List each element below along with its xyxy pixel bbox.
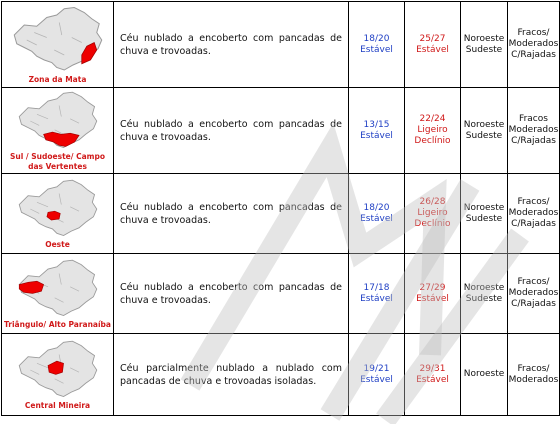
minas-gerais-map: [8, 90, 108, 152]
wind-intensity-line: C/Rajadas: [511, 50, 556, 60]
wind-direction-line: Noroeste: [463, 33, 505, 44]
max-temperature: 25/27: [419, 33, 446, 44]
max-temperature-trend: Estável: [416, 293, 449, 304]
minas-gerais-map: [8, 178, 108, 240]
region-map-cell: [2, 334, 114, 416]
max-temperature-cell: [405, 88, 461, 174]
max-temperature: 27/29: [419, 282, 446, 293]
region-name: Oeste: [45, 240, 70, 249]
wind-direction-cell: [461, 174, 508, 254]
max-temperature-trend: Ligeiro Declínio: [414, 125, 451, 146]
min-temperature-trend: Estável: [360, 44, 393, 55]
weather-description: Céu nublado a encoberto com pancadas de chuva e trovoadas.: [114, 174, 349, 254]
weather-description: Céu nublado a encoberto com pancadas de chuva e trovoadas.: [114, 88, 349, 174]
max-temperature-cell: [405, 254, 461, 334]
min-temperature-trend: Estável: [360, 213, 393, 224]
state-outline: [19, 180, 97, 235]
min-temperature: 13/15: [363, 119, 390, 130]
wind-intensity-line: Moderados: [508, 208, 559, 218]
min-temperature-trend: Estável: [360, 130, 393, 141]
wind-intensity-line: Fracos: [519, 114, 548, 124]
weather-description: Céu parcialmente nublado a nublado com pancadas de chuva e trovoadas isoladas.: [114, 334, 349, 416]
wind-direction-line: Noroeste: [463, 119, 505, 130]
forecast-row: [2, 88, 560, 174]
minas-gerais-map: [8, 5, 108, 75]
forecast-row: [2, 174, 560, 254]
min-temperature: 18/20: [363, 202, 390, 213]
max-temperature-cell: [405, 174, 461, 254]
region-name: Central Mineira: [24, 401, 91, 410]
wind-intensity-line: C/Rajadas: [511, 136, 556, 146]
wind-direction-cell: [461, 88, 508, 174]
wind-intensity-line: Fracos/: [517, 363, 550, 374]
min-temperature-cell: [349, 174, 405, 254]
max-temperature-trend: Estável: [416, 374, 449, 385]
max-temperature: 29/31: [419, 363, 446, 374]
region-name: Triângulo/ Alto Paranaíba: [4, 320, 111, 329]
wind-direction-line: Noroeste: [463, 202, 505, 213]
region-map-cell: [2, 254, 114, 334]
max-temperature: 22/24: [419, 114, 446, 124]
max-temperature-cell: [405, 334, 461, 416]
min-temperature-cell: [349, 88, 405, 174]
min-temperature-trend: Estável: [360, 293, 393, 304]
forecast-table: [1, 1, 560, 416]
wind-intensity-line: Moderados: [508, 374, 559, 385]
min-temperature-cell: [349, 2, 405, 88]
wind-intensity-line: C/Rajadas: [511, 299, 556, 309]
forecast-rows: [2, 2, 560, 416]
wind-direction-cell: [461, 334, 508, 416]
wind-intensity-cell: [508, 174, 560, 254]
weather-description: Céu nublado a encoberto com pancadas de chuva e trovoadas.: [114, 254, 349, 334]
wind-direction-line: Noroeste: [463, 282, 505, 293]
weather-description: Céu nublado a encoberto com pancadas de chuva e trovoadas.: [114, 2, 349, 88]
region-map-cell: [2, 174, 114, 254]
wind-intensity-line: Fracos/: [517, 28, 550, 38]
wind-direction-cell: [461, 254, 508, 334]
minas-gerais-map: [8, 339, 108, 401]
region-name: Sul / Sudoeste/ Campo das Vertentes: [9, 152, 105, 171]
forecast-row: [2, 2, 560, 88]
wind-intensity-cell: [508, 254, 560, 334]
min-temperature: 17/18: [363, 282, 390, 293]
min-temperature-trend: Estável: [360, 374, 393, 385]
max-temperature-cell: [405, 2, 461, 88]
wind-intensity-cell: [508, 334, 560, 416]
wind-intensity-cell: [508, 88, 560, 174]
wind-intensity-line: Moderados: [508, 288, 559, 298]
region-map-cell: [2, 88, 114, 174]
wind-intensity-line: Fracos/: [517, 197, 550, 207]
wind-direction-line: Sudeste: [465, 44, 503, 55]
min-temperature: 19/21: [363, 363, 390, 374]
wind-intensity-line: Moderados: [508, 125, 559, 135]
wind-intensity-line: Fracos/: [517, 277, 550, 287]
wind-direction-line: Sudeste: [465, 130, 503, 141]
wind-intensity-line: Moderados: [508, 39, 559, 49]
wind-intensity-cell: [508, 2, 560, 88]
forecast-row: [2, 254, 560, 334]
min-temperature: 18/20: [363, 33, 390, 44]
minas-gerais-map: [8, 258, 108, 320]
wind-direction-line: Sudeste: [465, 293, 503, 304]
max-temperature-trend: Ligeiro Declínio: [414, 208, 451, 229]
wind-direction-line: Sudeste: [465, 213, 503, 224]
min-temperature-cell: [349, 334, 405, 416]
min-temperature-cell: [349, 254, 405, 334]
highlighted-region: [43, 132, 78, 146]
wind-direction-cell: [461, 2, 508, 88]
region-name: Zona da Mata: [28, 75, 87, 84]
max-temperature: 26/28: [419, 197, 446, 207]
region-map-cell: [2, 2, 114, 88]
forecast-row: [2, 334, 560, 416]
wind-intensity-line: C/Rajadas: [511, 219, 556, 229]
max-temperature-trend: Estável: [416, 44, 449, 55]
wind-direction-line: Noroeste: [463, 369, 505, 379]
